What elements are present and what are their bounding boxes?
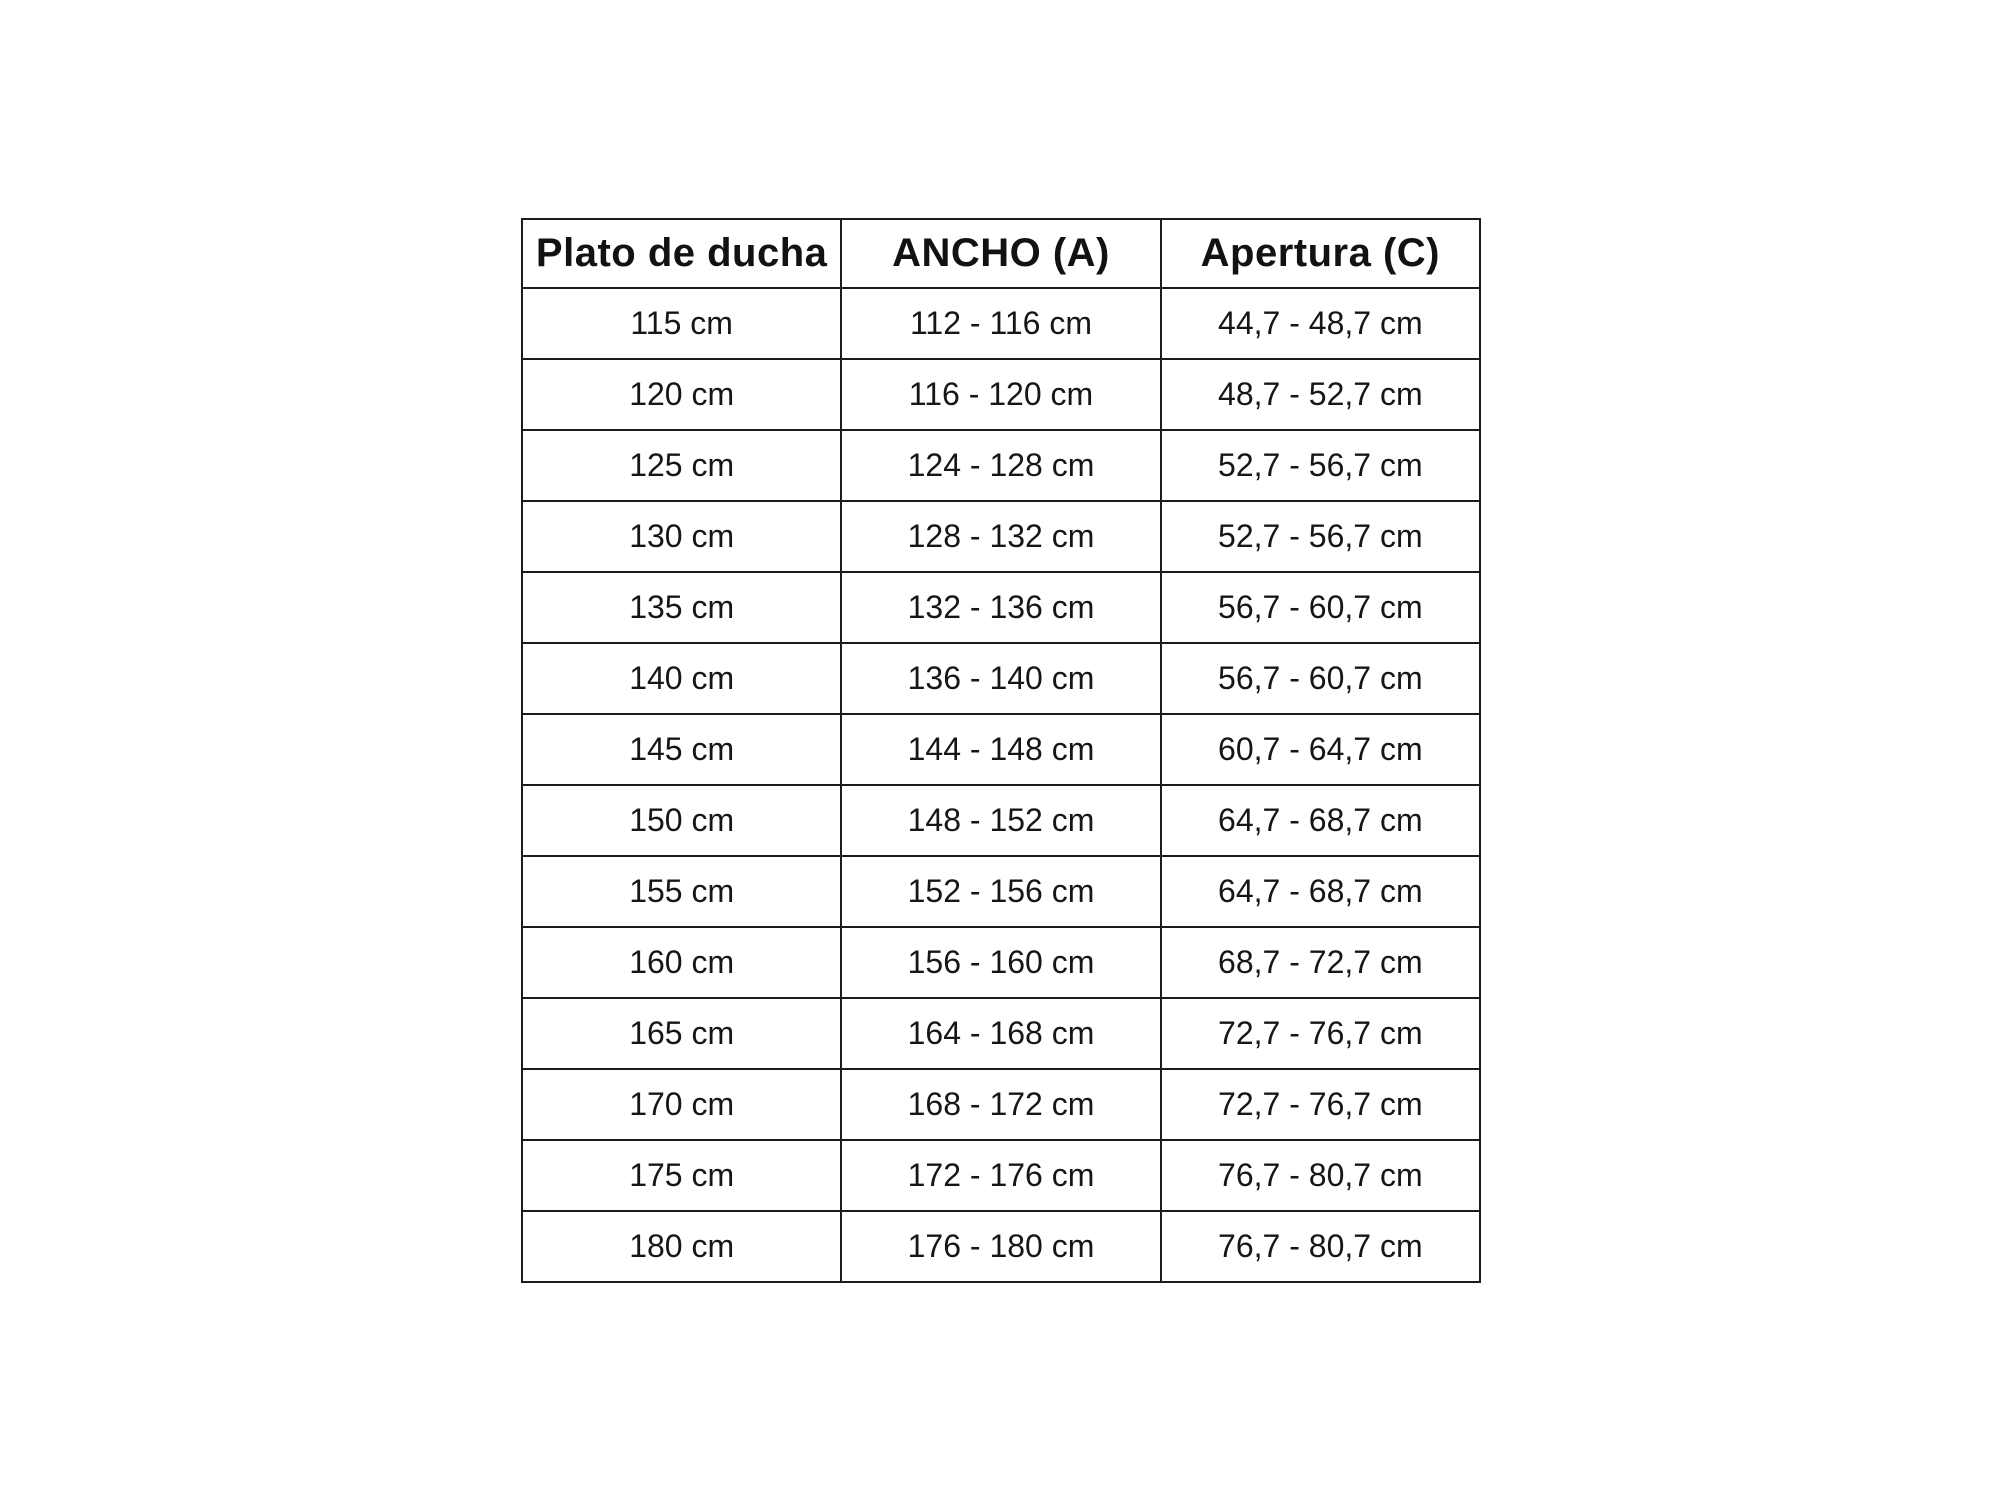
table-row xyxy=(522,643,1480,714)
cell-plato: 145 cm xyxy=(522,714,841,785)
cell-ancho: 112 - 116 cm xyxy=(841,288,1160,359)
cell-ancho: 132 - 136 cm xyxy=(841,572,1160,643)
cell-apertura: 64,7 - 68,7 cm xyxy=(1161,785,1480,856)
cell-apertura: 56,7 - 60,7 cm xyxy=(1161,572,1480,643)
cell-ancho: 164 - 168 cm xyxy=(841,998,1160,1069)
cell-plato: 165 cm xyxy=(522,998,841,1069)
cell-plato: 140 cm xyxy=(522,643,841,714)
cell-plato: 155 cm xyxy=(522,856,841,927)
cell-apertura: 64,7 - 68,7 cm xyxy=(1161,856,1480,927)
cell-ancho: 136 - 140 cm xyxy=(841,643,1160,714)
table-row xyxy=(522,856,1480,927)
cell-apertura: 68,7 - 72,7 cm xyxy=(1161,927,1480,998)
cell-plato: 150 cm xyxy=(522,785,841,856)
table-header xyxy=(522,219,1480,288)
cell-apertura: 76,7 - 80,7 cm xyxy=(1161,1211,1480,1282)
cell-apertura: 60,7 - 64,7 cm xyxy=(1161,714,1480,785)
column-header-ancho-a: ANCHO (A) xyxy=(841,219,1160,288)
column-header-plato-de-ducha: Plato de ducha xyxy=(522,219,841,288)
cell-ancho: 116 - 120 cm xyxy=(841,359,1160,430)
table-row xyxy=(522,501,1480,572)
cell-apertura: 76,7 - 80,7 cm xyxy=(1161,1140,1480,1211)
table-row xyxy=(522,714,1480,785)
table-row xyxy=(522,1140,1480,1211)
cell-plato: 125 cm xyxy=(522,430,841,501)
table-row xyxy=(522,572,1480,643)
cell-plato: 135 cm xyxy=(522,572,841,643)
cell-ancho: 168 - 172 cm xyxy=(841,1069,1160,1140)
cell-apertura: 52,7 - 56,7 cm xyxy=(1161,501,1480,572)
cell-plato: 180 cm xyxy=(522,1211,841,1282)
cell-ancho: 172 - 176 cm xyxy=(841,1140,1160,1211)
cell-ancho: 148 - 152 cm xyxy=(841,785,1160,856)
cell-plato: 170 cm xyxy=(522,1069,841,1140)
cell-apertura: 56,7 - 60,7 cm xyxy=(1161,643,1480,714)
cell-plato: 175 cm xyxy=(522,1140,841,1211)
table-row xyxy=(522,785,1480,856)
cell-ancho: 156 - 160 cm xyxy=(841,927,1160,998)
cell-ancho: 128 - 132 cm xyxy=(841,501,1160,572)
cell-plato: 115 cm xyxy=(522,288,841,359)
cell-apertura: 48,7 - 52,7 cm xyxy=(1161,359,1480,430)
cell-plato: 160 cm xyxy=(522,927,841,998)
cell-plato: 120 cm xyxy=(522,359,841,430)
header-row xyxy=(522,219,1480,288)
cell-ancho: 152 - 156 cm xyxy=(841,856,1160,927)
table-body xyxy=(522,288,1480,1282)
table-row xyxy=(522,927,1480,998)
table-row xyxy=(522,998,1480,1069)
table-row xyxy=(522,1069,1480,1140)
cell-ancho: 144 - 148 cm xyxy=(841,714,1160,785)
cell-apertura: 72,7 - 76,7 cm xyxy=(1161,998,1480,1069)
column-header-apertura-c: Apertura (C) xyxy=(1161,219,1480,288)
cell-apertura: 44,7 - 48,7 cm xyxy=(1161,288,1480,359)
cell-apertura: 52,7 - 56,7 cm xyxy=(1161,430,1480,501)
table-row xyxy=(522,430,1480,501)
cell-plato: 130 cm xyxy=(522,501,841,572)
cell-apertura: 72,7 - 76,7 cm xyxy=(1161,1069,1480,1140)
cell-ancho: 124 - 128 cm xyxy=(841,430,1160,501)
table-row xyxy=(522,288,1480,359)
table-row xyxy=(522,359,1480,430)
shower-tray-size-table xyxy=(521,218,1481,1283)
cell-ancho: 176 - 180 cm xyxy=(841,1211,1160,1282)
table-row xyxy=(522,1211,1480,1282)
